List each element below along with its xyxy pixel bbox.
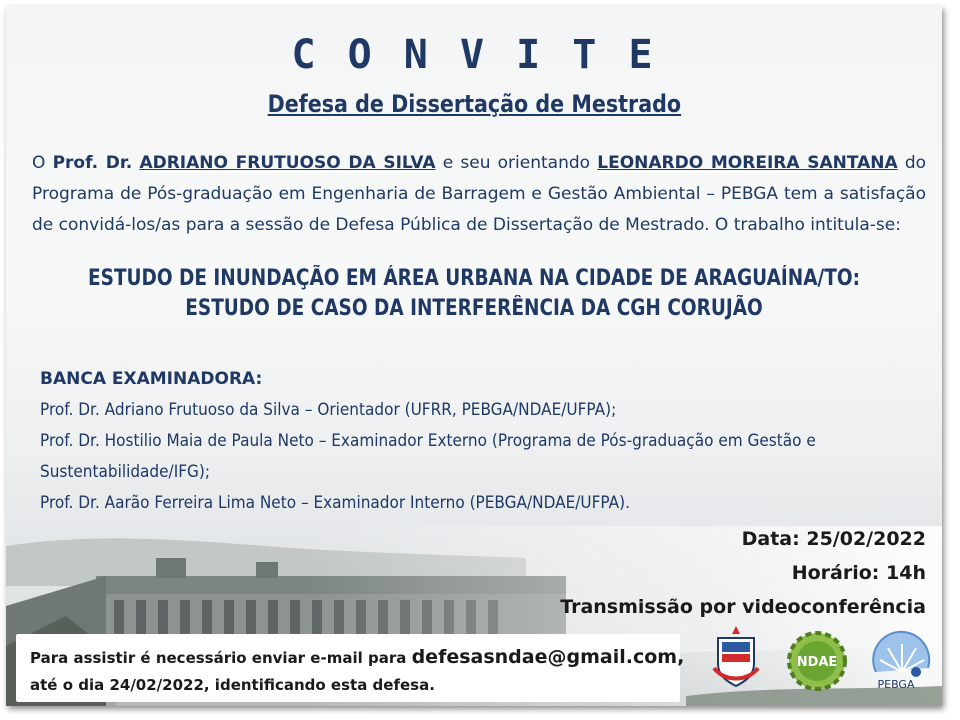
intro-lead: O	[32, 153, 46, 173]
notice-line-1	[30, 646, 684, 668]
dissertation-title-line2: ESTUDO DE CASO DA INTERFERÊNCIA DA CGH CORUJÃO	[185, 296, 763, 321]
intro-mid: e seu orientando	[442, 153, 591, 173]
intro-rest: do Programa de Pós-graduação em Engenharia de Barragem e Gestão Ambiental – PEBGA tem a satisfação de convidá-los/as para a sessão de Defesa Pública de Dissertação de Mestrado. O trabalho intitula-se:	[32, 153, 927, 235]
contact-email-link[interactable]: defesasndae@gmail.com,	[411, 646, 685, 668]
board-member: Prof. Dr. Aarão Ferreira Lima Neto – Examinador Interno (PEBGA/NDAE/UFPA).	[40, 493, 630, 513]
time-label: Horário:	[791, 562, 880, 584]
subtitle-text: Defesa de Dissertação de Mestrado	[267, 90, 681, 118]
date-label: Data:	[741, 528, 800, 550]
ufpa-crest-icon	[710, 624, 762, 690]
dissertation-title-line1: ESTUDO DE INUNDAÇÃO EM ÁREA URBANA NA CIDADE DE ARAGUAÍNA/TO:	[88, 266, 860, 291]
attendance-notice	[16, 634, 685, 702]
pebga-logo-icon	[864, 622, 936, 694]
institution-logos	[688, 618, 936, 702]
event-info	[560, 522, 926, 624]
board-member: Prof. Dr. Adriano Frutuoso da Silva – Orientador (UFRR, PEBGA/NDAE/UFPA);	[40, 400, 617, 420]
board-member: Prof. Dr. Hostilio Maia de Paula Neto – Examinador Externo (Programa de Pós-graduação em Gestão e	[40, 431, 816, 451]
intro-paragraph	[32, 148, 926, 241]
notice-line-2: até o dia 24/02/2022, identificando esta defesa.	[30, 676, 435, 694]
ndae-logo-icon	[784, 628, 850, 694]
invitation-subtitle	[6, 90, 942, 118]
board-member: Sustentabilidade/IFG);	[40, 462, 211, 482]
invitation-title: C O N V I T E	[291, 32, 657, 78]
event-mode: Transmissão por videoconferência	[560, 596, 926, 618]
invitation-card	[6, 6, 942, 706]
event-date	[560, 522, 926, 556]
event-time	[560, 556, 926, 590]
ndae-logo-text: NDAE	[796, 655, 838, 670]
notice-prefix: Para assistir é necessário enviar e-mail para	[30, 649, 407, 667]
prof-title: Prof. Dr.	[52, 153, 133, 173]
advisor-name: ADRIANO FRUTUOSO DA SILVA	[139, 153, 436, 173]
student-name: LEONARDO MOREIRA SANTANA	[597, 153, 898, 173]
dissertation-title	[6, 264, 942, 324]
board-title: BANCA EXAMINADORA:	[40, 369, 263, 389]
time-value: 14h	[886, 562, 926, 584]
date-value: 25/02/2022	[806, 528, 926, 550]
pebga-logo-text: PEBGA	[877, 678, 915, 691]
examining-board	[40, 364, 940, 519]
